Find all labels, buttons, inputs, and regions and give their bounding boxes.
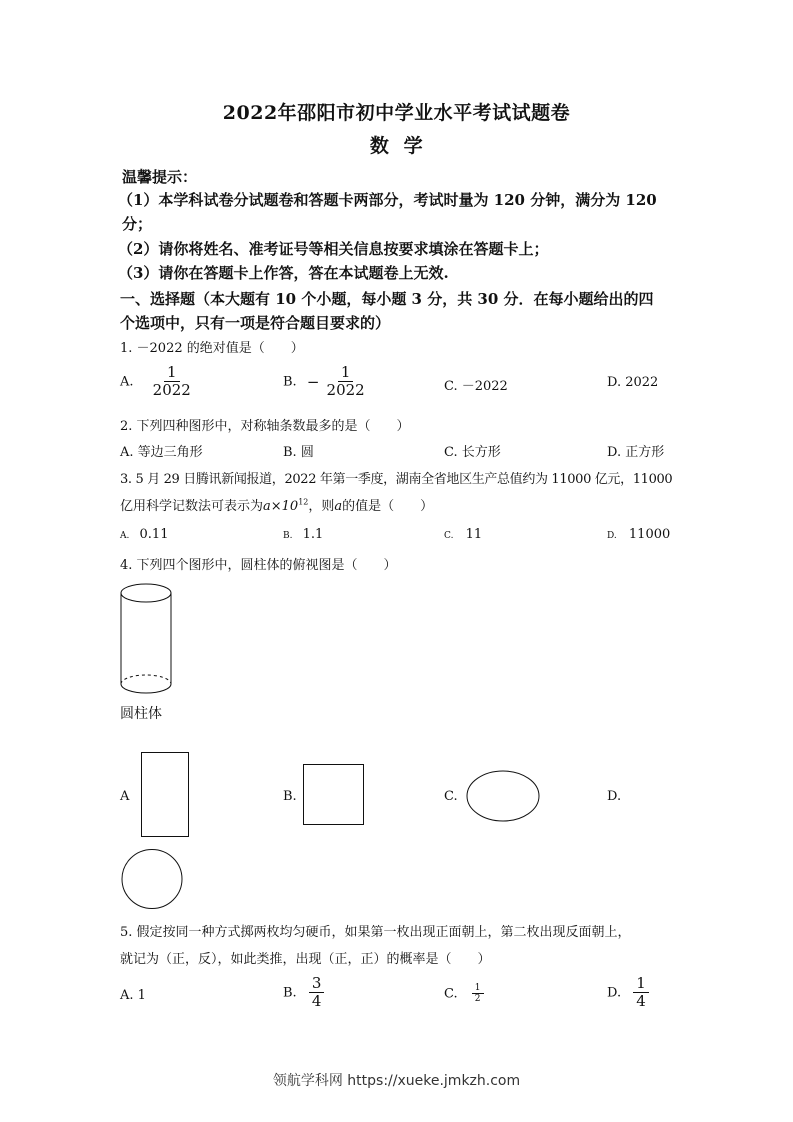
stem-text: 亿用科学记数法可表示为 (120, 499, 264, 514)
cylinder-top-ellipse (121, 584, 171, 602)
section-heading-cont: 个选项中，只有一项是符合题目要求的） (120, 314, 391, 332)
question-2-stem: 2. 下列四种图形中，对称轴条数最多的是（ ） (120, 419, 410, 434)
numerator: 1 (338, 364, 354, 382)
q1-option-b-sign: − (306, 372, 320, 391)
q1-option-a-label: A. (120, 374, 134, 390)
option-label: D. (607, 531, 617, 541)
denominator: 2022 (326, 381, 365, 400)
notice-item-1-cont: 分； (122, 215, 153, 233)
q1-option-b (283, 364, 368, 400)
question-5-stem-line2: 就记为（正，反），如此类推，出现（正，正）的概率是（ ） (120, 952, 491, 967)
math-variable: a (334, 499, 343, 514)
q3-option-b (283, 527, 323, 542)
q2-option-b: B. 圆 (283, 445, 314, 460)
q5-option-c (444, 983, 484, 1005)
cylinder-bottom-back-dashed (121, 675, 171, 684)
q3-option-d (607, 527, 670, 542)
q4-option-d-circle (120, 849, 184, 911)
q2-option-a: A. 等边三角形 (120, 445, 203, 460)
denominator: 4 (311, 992, 322, 1011)
exponent: 12 (298, 497, 309, 507)
q5-option-b-fraction (309, 975, 325, 1011)
notice-item-2: （2）请你将姓名、准考证号等相关信息按要求填涂在答题卡上； (118, 240, 549, 258)
q5-option-b (283, 975, 324, 1011)
option-label: B. (283, 531, 293, 541)
q4-option-c-ellipse (466, 770, 540, 822)
option-value: 11 (465, 527, 483, 542)
denominator: 4 (636, 992, 646, 1011)
numerator: 1 (164, 364, 180, 382)
q1-option-b-label: B. (283, 374, 297, 390)
option-label: D. (607, 985, 622, 1001)
option-label: A. (120, 531, 130, 541)
option-label: B. (283, 985, 297, 1001)
denominator: 2 (474, 994, 481, 1005)
q4-option-a-label: A (120, 789, 130, 804)
notice-item-1: （1）本学科试卷分试题卷和答题卡两部分，考试时量为 120 分钟，满分为 120 (118, 191, 657, 209)
numerator: 3 (309, 975, 325, 993)
q5-option-a: A. 1 (120, 988, 146, 1003)
q2-option-c: C. 长方形 (444, 445, 501, 460)
q1-option-d: D. 2022 (607, 375, 659, 390)
q4-option-c-label: C. (444, 789, 458, 804)
cylinder-caption: 圆柱体 (120, 706, 162, 722)
math-expression: a×10 (263, 499, 299, 514)
numerator: 1 (472, 983, 484, 994)
q1-option-c: C. －2022 (444, 379, 508, 394)
stem-text: ，则 (308, 499, 335, 514)
question-1-stem: 1. －2022 的绝对值是（ ） (120, 341, 304, 356)
cylinder-bottom-front (121, 684, 171, 693)
q5-option-c-fraction (472, 983, 484, 1005)
notice-item-3: （3）请你在答题卡上作答，答在本试题卷上无效. (118, 264, 449, 282)
question-3-stem-line2 (120, 495, 433, 514)
q1-option-b-fraction (324, 364, 368, 400)
page-title: 2022年邵阳市初中学业水平考试试题卷 (222, 102, 571, 124)
q1-option-a-fraction (150, 364, 194, 400)
q4-option-b-label: B. (283, 789, 297, 804)
numerator: 1 (633, 975, 649, 993)
option-label: C. (444, 986, 458, 1002)
option-value: 1.1 (302, 527, 324, 542)
footer-watermark: 领航学科网 https://xueke.jmkzh.com (272, 1073, 521, 1089)
q4-option-a-rectangle (141, 752, 189, 838)
option-value: 0.11 (139, 527, 169, 542)
option-label: C. (444, 531, 454, 541)
q3-option-a (120, 527, 168, 542)
q5-option-d (607, 975, 649, 1011)
question-4-stem: 4. 下列四个图形中，圆柱体的俯视图是（ ） (120, 558, 397, 573)
q5-option-d-fraction (633, 975, 649, 1011)
denominator: 2022 (152, 381, 191, 400)
q1-option-a (120, 364, 194, 400)
option-value: 11000 (628, 527, 671, 542)
question-5-stem-line1: 5. 假定按同一种方式掷两枚均匀硬币，如果第一枚出现正面朝上，第二枚出现反面朝上， (120, 925, 631, 940)
q3-option-c (444, 527, 482, 542)
subject-title: 数 学 (369, 135, 424, 157)
q2-option-d: D. 正方形 (607, 445, 665, 460)
question-3-stem-line1: 3. 5 月 29 日腾讯新闻报道，2022 年第一季度，湖南全省地区生产总值约为 11000 亿元，11000 (120, 472, 673, 487)
cylinder-figure (118, 580, 178, 700)
q4-option-b-square (303, 764, 365, 826)
q4-option-d-label: D. (607, 789, 622, 804)
section-heading: 一、选择题（本大题有 10 个小题，每小题 3 分，共 30 分．在每小题给出的四 (120, 290, 654, 308)
stem-text: 的值是（ ） (342, 499, 434, 514)
notice-heading: 温馨提示： (122, 168, 198, 186)
